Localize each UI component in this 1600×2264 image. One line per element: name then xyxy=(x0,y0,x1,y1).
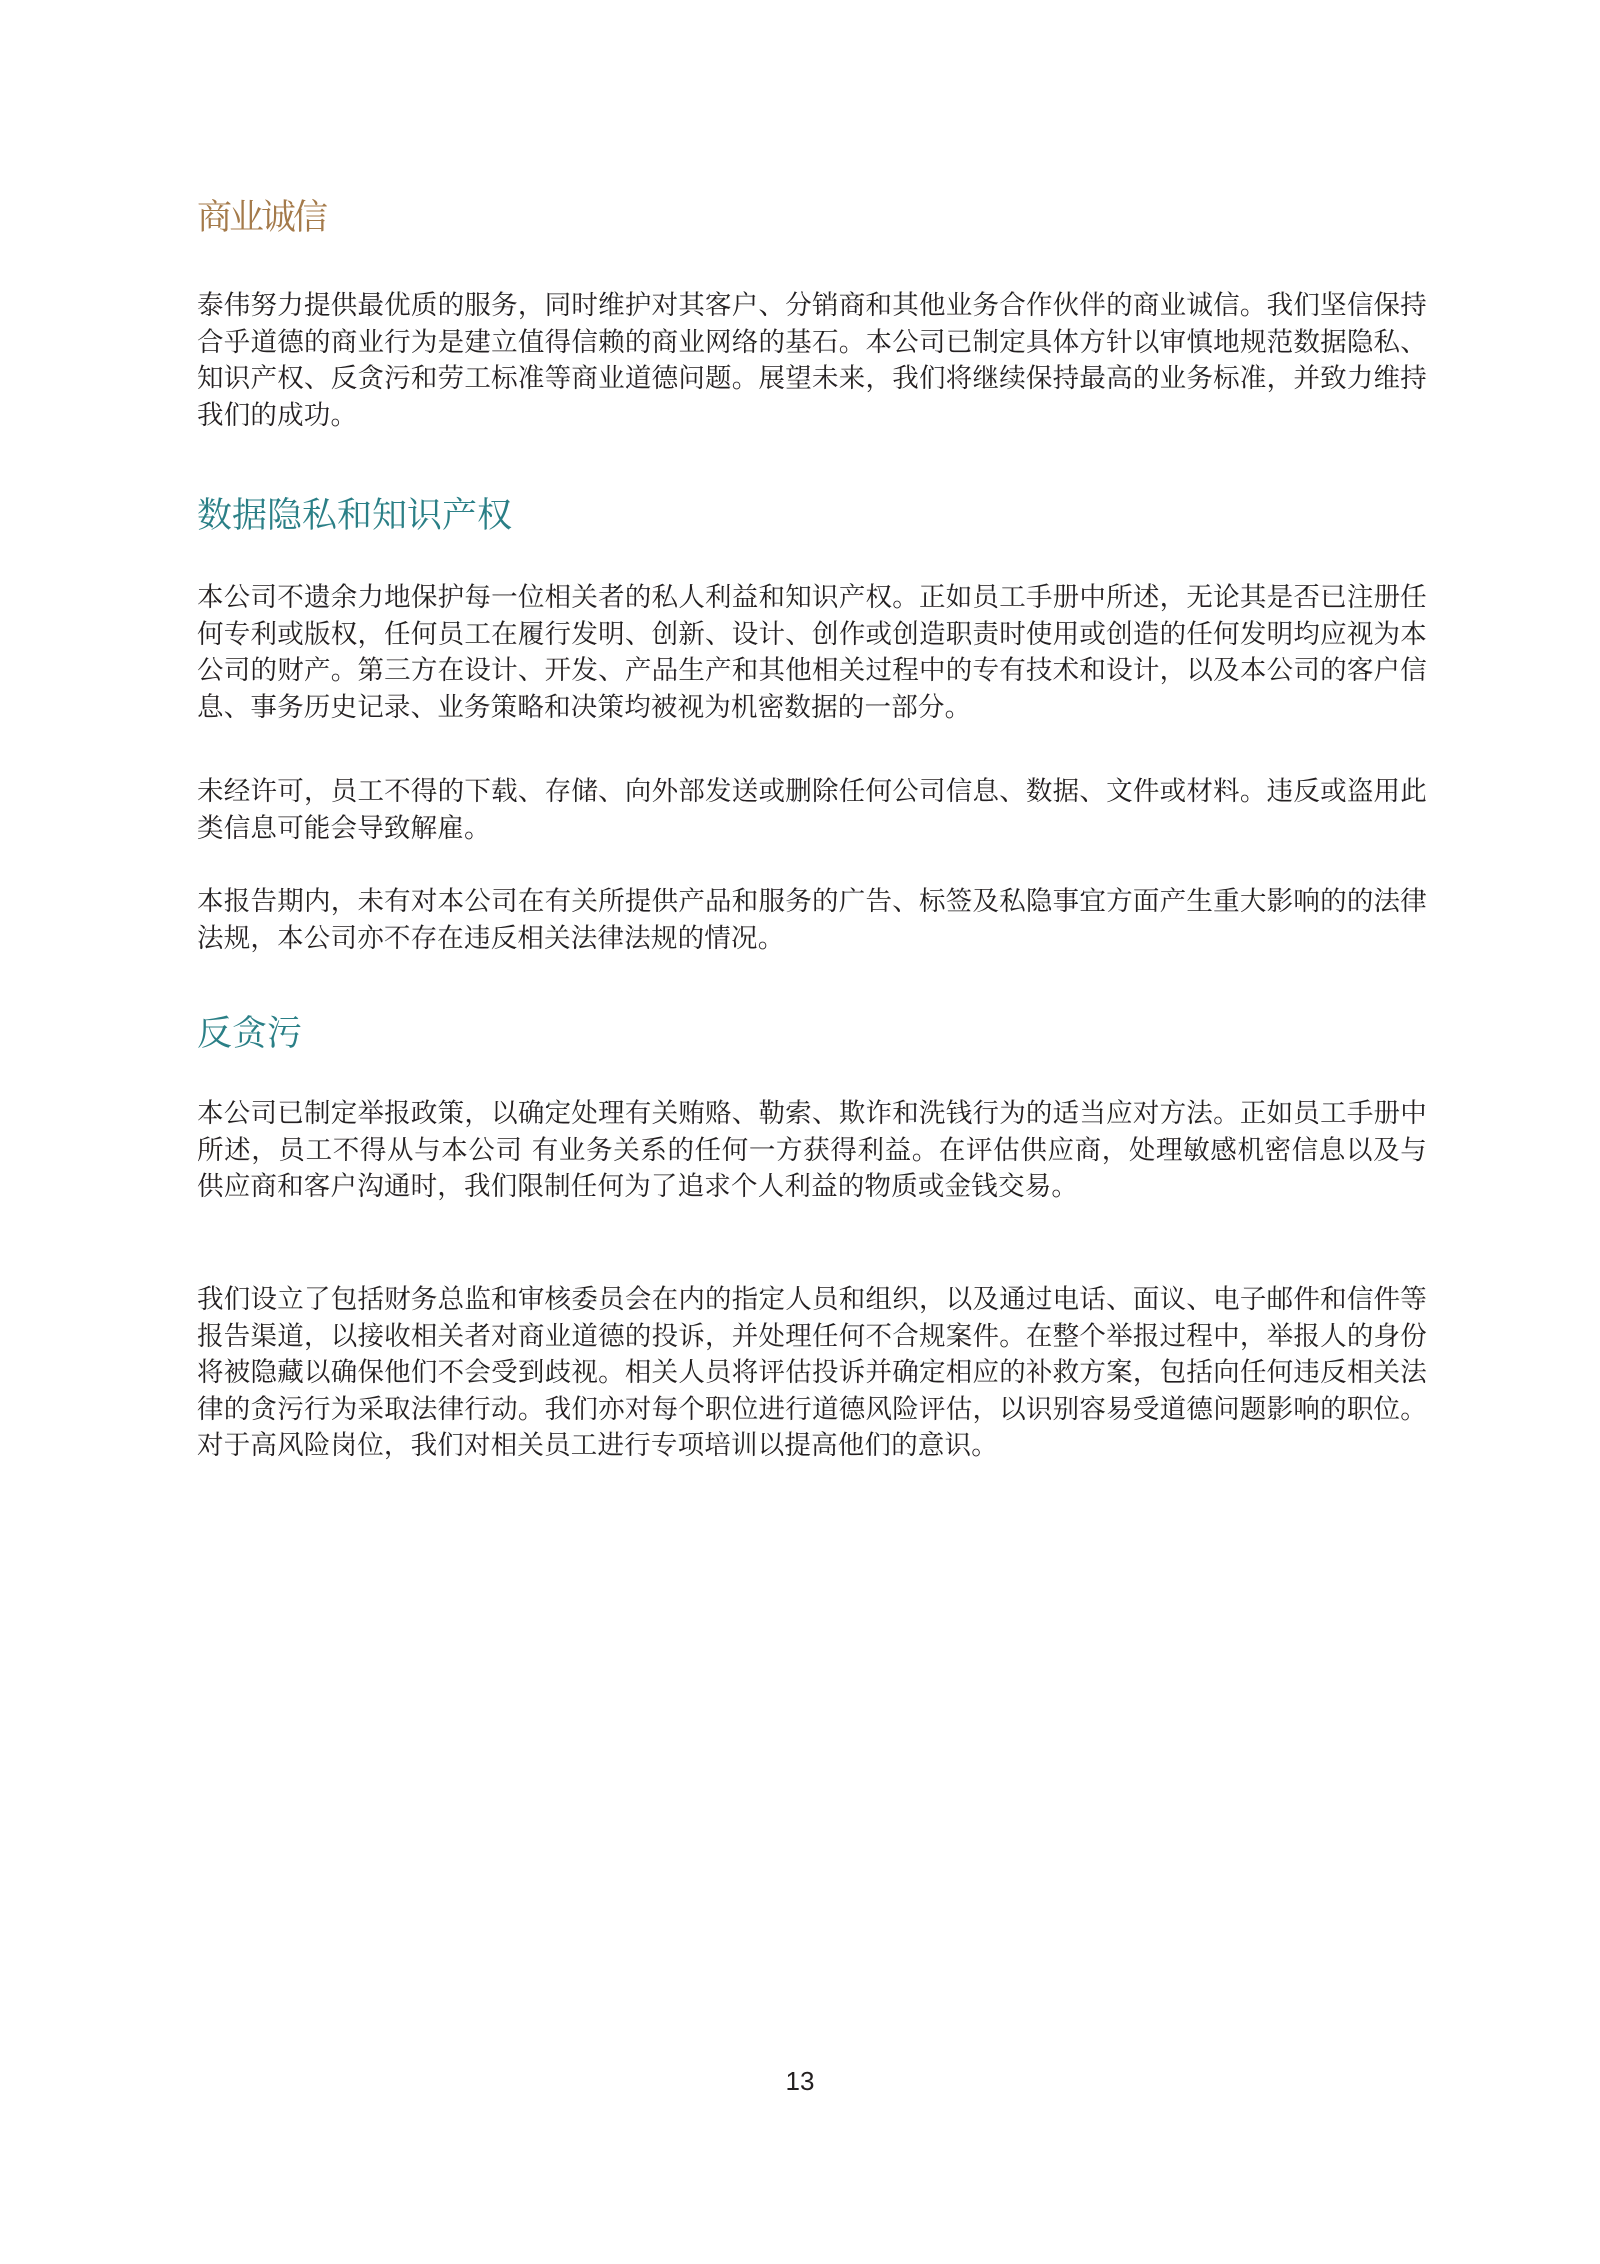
page-number: 13 xyxy=(785,2066,815,2096)
data-privacy-paragraph-1: 本公司不遗余力地保护每一位相关者的私人利益和知识产权。正如员工手册中所述，无论其是否已注册任何专利或版权，任何员工在履行发明、创新、设计、创作或创造职责时使用或创造的任何发明均应视为本公司的财产。第三方在设计、开发、产品生产和其他相关过程中的专有技术和设计，以及本公司的客户信息、事务历史记录、业务策略和决策均被视为机密数据的一部分。 xyxy=(197,582,1427,723)
section-title-data-privacy: 数据隐私和知识产权 xyxy=(197,496,513,536)
anti-corruption-paragraph-1: 本公司已制定举报政策，以确定处理有关贿赂、勒索、欺诈和洗钱行为的适当应对方法。正如员工手册中所述，员工不得从与本公司 有业务关系的任何一方获得利益。在评估供应商，处理敏感机密信息以及与供应商和客户沟通时，我们限制任何为了追求个人利益的物质或金钱交易。 xyxy=(197,1098,1427,1202)
section-title-anti-corruption: 反贪污 xyxy=(197,1014,303,1054)
data-privacy-paragraph-3: 本报告期内，未有对本公司在有关所提供产品和服务的广告、标签及私隐事宜方面产生重大影响的的法律法规，本公司亦不存在违反相关法律法规的情况。 xyxy=(197,886,1427,954)
anti-corruption-paragraph-2: 我们设立了包括财务总监和审核委员会在内的指定人员和组织，以及通过电话、面议、电子邮件和信件等报告渠道，以接收相关者对商业道德的投诉，并处理任何不合规案件。在整个举报过程中，举报人的身份将被隐藏以确保他们不会受到歧视。相关人员将评估投诉并确定相应的补救方案，包括向任何违反相关法律的贪污行为采取法律行动。我们亦对每个职位进行道德风险评估，以识别容易受道德问题影响的职位。对于高风险岗位，我们对相关员工进行专项培训以提高他们的意识。 xyxy=(197,1284,1427,1461)
data-privacy-paragraph-2: 未经许可，员工不得的下载、存储、向外部发送或删除任何公司信息、数据、文件或材料。违反或盗用此类信息可能会导致解雇。 xyxy=(197,776,1427,844)
section-title-business-integrity: 商业诚信 xyxy=(197,198,326,238)
business-integrity-paragraph: 泰伟努力提供最优质的服务，同时维护对其客户、分销商和其他业务合作伙伴的商业诚信。我们坚信保持合乎道德的商业行为是建立值得信赖的商业网络的基石。本公司已制定具体方针以审慎地规范数据隐私、知识产权、反贪污和劳工标准等商业道德问题。展望未来，我们将继续保持最高的业务标准，并致力维持我们的成功。 xyxy=(197,290,1427,431)
